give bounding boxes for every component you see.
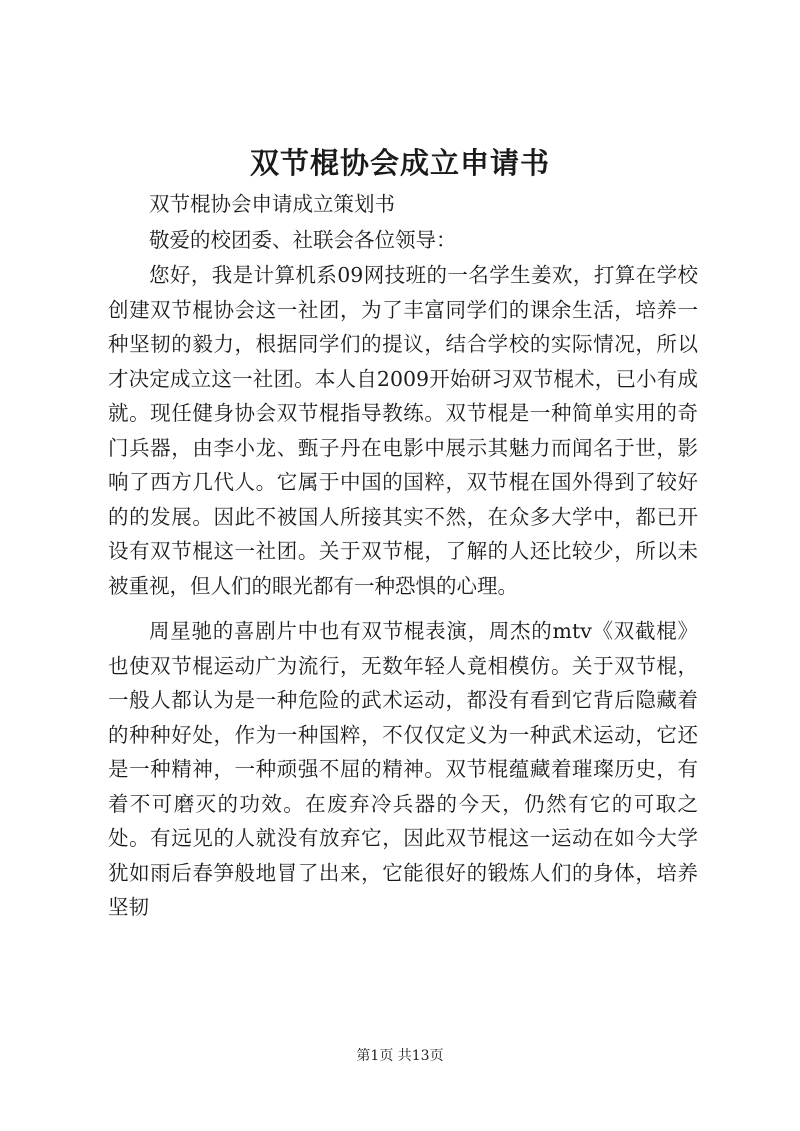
document-subtitle: 双节棍协会申请成立策划书 [149, 192, 395, 216]
paragraph: 周星驰的喜剧片中也有双节棍表演，周杰的mtv《双截棍》也使双节棍运动广为流行，无数年轻人竟相模仿。关于双节棍，一般人都认为是一种危险的武术运动，都没有看到它背后隐藏着的种种好处，作为一种国粹，不仅仅定义为一种武术运动，它还是一种精神，一种顽强不屈的精神。双节棍蕴藏着璀璨历史，有着不可磨灭的功效。在废弃冷兵器的今天，仍然有它的可取之处。有远见的人就没有放弃它，因此双节棍这一运动在如今大学犹如雨后春笋般地冒了出来，它能很好的锻炼人们的身体，培养坚韧 [108, 619, 698, 919]
page-indicator: 第1页 共13页 [356, 1048, 444, 1064]
document-title: 双节棍协会成立申请书 [249, 146, 550, 180]
paragraph: 您好，我是计算机系09网技班的一名学生姜欢，打算在学校创建双节棍协会这一社团，为了丰富同学们的课余生活，培养一种坚韧的毅力，根据同学们的提议，结合学校的实际情况，所以才决定成立这一社团。本人自2009开始研习双节棍术，已小有成就。现任健身协会双节棍指导教练。双节棍是一种简单实用的奇门兵器，由李小龙、甄子丹在电影中展示其魅力而闻名于世，影响了西方几代人。它属于中国的国粹，双节棍在国外得到了较好的的发展。因此不被国人所接其实不然，在众多大学中，都已开设有双节棍这一社团。关于双节棍，了解的人还比较少，所以未被重视，但人们的眼光都有一种恐惧的心理。 [108, 263, 698, 598]
document-body [108, 187, 698, 925]
salutation: 敬爱的校团委、社联会各位领导： [149, 227, 457, 252]
